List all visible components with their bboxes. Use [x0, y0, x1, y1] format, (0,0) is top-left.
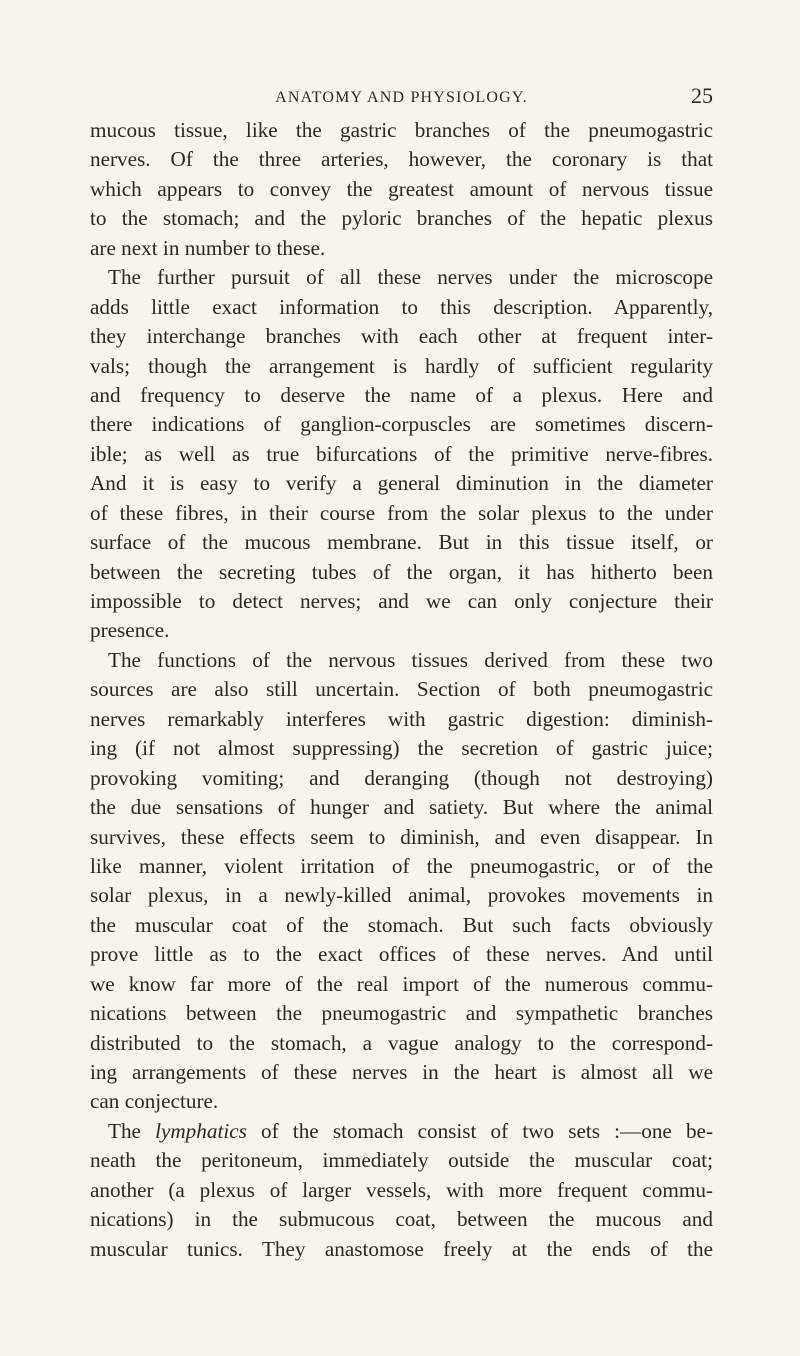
- text-line: The functions of the nervous tissues derived from these two: [108, 647, 713, 672]
- text-line: of these fibres, in their course from the solar plexus to the under: [90, 500, 713, 525]
- line-start: The: [108, 1118, 141, 1143]
- italic-term: lymphatics: [155, 1118, 247, 1143]
- page-header: [90, 83, 713, 113]
- text-line: to the stomach; and the pyloric branches of the hepatic plexus: [90, 206, 713, 231]
- text-line: nerves. Of the three arteries, however, the coronary is that: [90, 147, 713, 172]
- text-line: we know far more of the real import of the numerous commu-: [90, 971, 713, 996]
- text-line: can conjecture.: [90, 1089, 219, 1114]
- page-number: 25: [691, 83, 713, 108]
- text-line: and frequency to deserve the name of a plexus. Here and: [90, 382, 713, 407]
- text-line: impossible to detect nerves; and we can only conjecture their: [90, 589, 713, 613]
- text-line: there indications of ganglion-corpuscles are sometimes discern-: [90, 412, 713, 437]
- text-line: presence.: [90, 618, 170, 643]
- text-line: another (a plexus of larger vessels, with more frequent commu-: [90, 1177, 713, 1202]
- text-line: mucous tissue, like the gastric branches of the pneumogastric: [90, 118, 713, 142]
- text-line: they interchange branches with each other at frequent inter-: [90, 324, 713, 349]
- text-line: ing arrangements of these nerves in the heart is almost all we: [90, 1060, 713, 1084]
- text-line: neath the peritoneum, immediately outside the muscular coat;: [90, 1148, 713, 1173]
- text-line: sources are also still uncertain. Section of both pneumogastric: [90, 677, 713, 702]
- text-line: nications between the pneumogastric and sympathetic branches: [90, 1001, 713, 1026]
- text-line: muscular tunics. They anastomose freely at the ends of the: [90, 1236, 713, 1261]
- text-line: survives, these effects seem to diminish, and even disappear. In: [90, 824, 713, 849]
- text-line: which appears to convey the greatest amount of nervous tissue: [90, 176, 713, 201]
- text-line: the muscular coat of the stomach. But such facts obviously: [90, 912, 713, 937]
- text-line: ing (if not almost suppressing) the secretion of gastric juice;: [90, 736, 713, 761]
- text-line: nerves remarkably interferes with gastric digestion: diminish-: [90, 706, 713, 731]
- text-line: distributed to the stomach, a vague analogy to the correspond-: [90, 1030, 713, 1055]
- running-title: ANATOMY AND PHYSIOLOGY.: [275, 89, 528, 106]
- text-line-lymphatics: [90, 1117, 713, 1146]
- text-line: like manner, violent irritation of the pneumogastric, or of the: [90, 853, 713, 878]
- line-continuation: of the stomach consist of two sets :—one be-: [261, 1118, 713, 1143]
- text-line: vals; though the arrangement is hardly of sufficient regularity: [90, 353, 713, 378]
- text-line: are next in number to these.: [90, 235, 326, 260]
- text-line: solar plexus, in a newly-killed animal, provokes movements in: [90, 883, 713, 908]
- text-line: the due sensations of hunger and satiety. But where the animal: [90, 795, 713, 820]
- text-line: provoking vomiting; and deranging (though not destroying): [90, 765, 713, 790]
- text-line: ible; as well as true bifurcations of the primitive nerve-fibres.: [90, 441, 713, 466]
- text-line: prove little as to the exact offices of these nerves. And until: [90, 942, 713, 967]
- text-line: And it is easy to verify a general diminution in the diameter: [90, 471, 713, 496]
- text-line: adds little exact information to this description. Apparently,: [90, 294, 713, 319]
- text-line: nications) in the submucous coat, between the mucous and: [90, 1207, 713, 1232]
- text-line: The further pursuit of all these nerves under the microscope: [108, 265, 713, 290]
- body-text: [90, 116, 713, 1264]
- text-line: between the secreting tubes of the organ, it has hitherto been: [90, 559, 713, 584]
- text-line: surface of the mucous membrane. But in this tissue itself, or: [90, 530, 713, 555]
